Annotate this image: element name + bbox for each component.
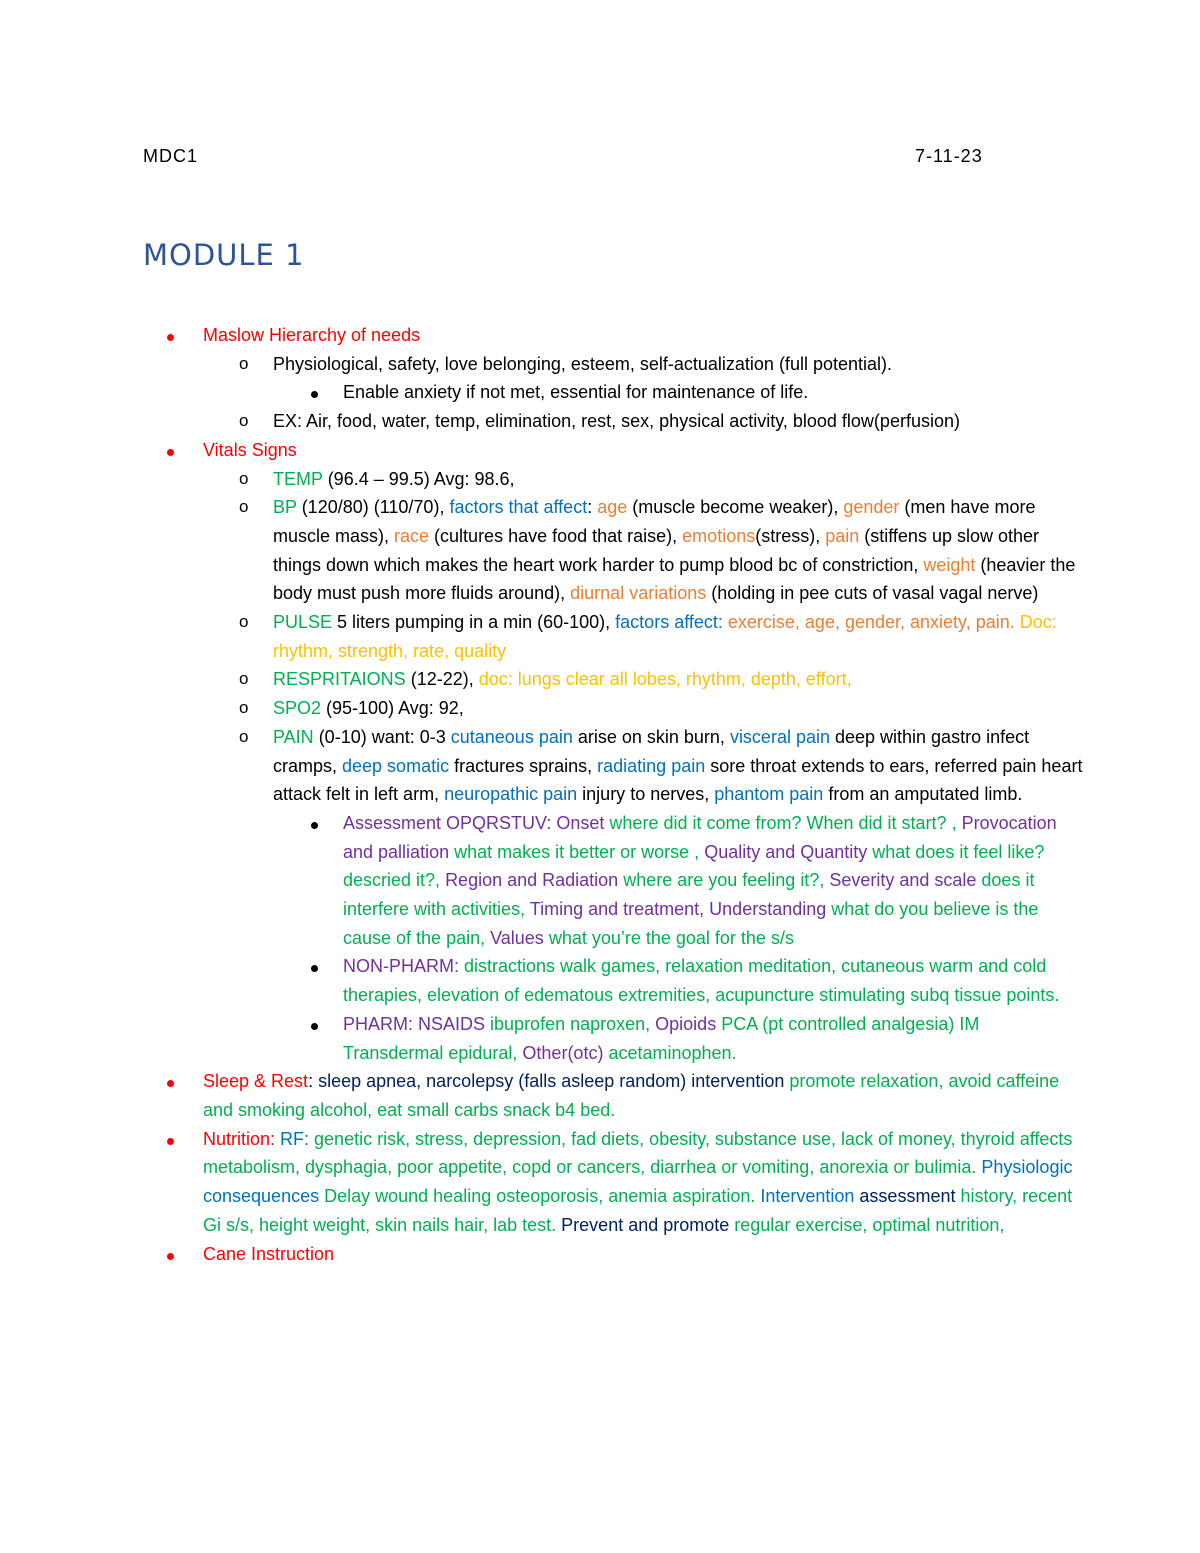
pain-label: PAIN bbox=[273, 726, 314, 747]
assessment-region: Region and Radiation bbox=[445, 870, 619, 891]
bp-emotions: emotions bbox=[682, 525, 756, 546]
nutrition-rf: RF: bbox=[275, 1128, 310, 1149]
bp-diurnal-desc: (holding in pee cuts of vasal vagal nerve) bbox=[706, 583, 1039, 604]
nutrition-assessment: assessment bbox=[854, 1186, 956, 1207]
assessment-label: Assessment OPQRSTUV: bbox=[343, 812, 557, 833]
course-code: MDC1 bbox=[143, 146, 199, 166]
bp-diurnal: diurnal variations bbox=[570, 583, 707, 604]
resp-doc: doc: lungs clear all lobes, rhythm, depth, effort, bbox=[478, 669, 852, 690]
assessment-understanding: Understanding bbox=[704, 899, 827, 920]
bp-pain: pain bbox=[825, 525, 860, 546]
pain-neuropathic: neuropathic pain bbox=[444, 784, 578, 805]
temp-label: TEMP bbox=[273, 468, 323, 489]
resp-text: (12-22), bbox=[405, 669, 479, 690]
list-item-nutrition bbox=[143, 1125, 1083, 1240]
nutrition-assessment-text: history, recent Gi s/s, height weight, skin nails hair, lab test. bbox=[203, 1186, 1073, 1235]
page-title: MODULE 1 bbox=[143, 238, 305, 272]
bullet-icon bbox=[311, 378, 318, 407]
circle-bullet-icon: o bbox=[239, 726, 249, 746]
pain-radiating: radiating pain bbox=[597, 755, 706, 776]
list-item-maslow bbox=[143, 321, 1083, 350]
assessment-onset: Onset bbox=[556, 812, 605, 833]
pain-scale: (0-10) want: 0-3 bbox=[313, 726, 451, 747]
nutrition-prevent: Prevent and promote bbox=[561, 1214, 730, 1235]
list-item-sleep bbox=[143, 1067, 1083, 1124]
list-item-cane bbox=[143, 1240, 1083, 1269]
nutrition-physio: Physiologic consequences bbox=[203, 1157, 1073, 1207]
list-item-spo2 bbox=[143, 694, 1083, 723]
list-item-pharm bbox=[143, 1010, 1083, 1067]
pharm-nsaids: ibuprofen naproxen, bbox=[485, 1013, 656, 1034]
nutrition-rf-text: genetic risk, stress, depression, fad diets, obesity, substance use, lack of money, thyroid affects metabolism, dysphagia, poor appetite, copd or cancers, diarrhea or vomiting, anorexia or bulimia. bbox=[203, 1128, 1073, 1178]
bp-pain-desc: (stiffens up slow other things down which makes the heart work harder to pump blood bc of constriction, bbox=[273, 525, 1040, 575]
nutrition-intervention: Intervention bbox=[760, 1186, 855, 1207]
bp-age: age bbox=[597, 497, 628, 518]
pulse-factors-label: factors affect: bbox=[615, 612, 723, 633]
pulse-text: 5 liters pumping in a min (60-100), bbox=[332, 612, 616, 633]
resp-label: RESPRITAIONS bbox=[273, 669, 406, 690]
bp-colon: : bbox=[587, 497, 598, 518]
assessment-quality: Quality and Quantity bbox=[704, 841, 868, 862]
bp-age-desc: (muscle become weaker), bbox=[627, 497, 844, 518]
pain-deep-somatic: deep somatic bbox=[342, 755, 450, 776]
bp-label: BP bbox=[273, 497, 297, 518]
bullet-icon bbox=[167, 1125, 174, 1154]
pain-phantom: phantom pain bbox=[714, 784, 824, 805]
bp-weight-desc: (heavier the body must push more fluids around), bbox=[273, 554, 1076, 604]
bullet-icon bbox=[311, 952, 318, 981]
bp-gender: gender bbox=[843, 497, 900, 518]
assessment-provocation-desc: what makes it better or worse , bbox=[449, 841, 705, 862]
spo2-text: (95-100) Avg: 92, bbox=[321, 698, 464, 719]
bp-range: (120/80) (110/70), bbox=[296, 497, 450, 518]
assessment-values: Values bbox=[490, 927, 544, 948]
list-item-pulse bbox=[143, 608, 1083, 665]
bullet-icon bbox=[311, 1010, 318, 1039]
pain-cutaneous: cutaneous pain bbox=[450, 726, 573, 747]
pulse-doc: Doc: rhythm, strength, rate, quality bbox=[273, 612, 1057, 661]
pain-radiating-desc: sore throat extends to ears, referred pain heart attack felt in left arm, bbox=[273, 755, 1083, 805]
list-item-pain bbox=[143, 723, 1083, 809]
nonpharm-label: NON-PHARM: bbox=[343, 956, 459, 977]
assessment-quality-desc: what does it feel like? descried it?, bbox=[343, 841, 1045, 891]
bp-weight: weight bbox=[923, 554, 976, 575]
maslow-needs: Physiological, safety, love belonging, esteem, self-actualization (full potential). bbox=[273, 353, 892, 374]
pain-visceral: visceral pain bbox=[729, 726, 830, 747]
bullet-icon bbox=[311, 809, 318, 838]
assessment-severity: Severity and scale bbox=[829, 870, 977, 891]
maslow-heading: Maslow Hierarchy of needs bbox=[203, 325, 421, 345]
pharm-other-desc: acetaminophen. bbox=[603, 1042, 737, 1063]
sleep-promote: promote relaxation, avoid caffeine and smoking alcohol, eat small carbs snack b4 bed. bbox=[203, 1071, 1060, 1120]
pharm-opioids-desc: PCA (pt controlled analgesia) IM Transdermal epidural, bbox=[343, 1013, 980, 1063]
list-item-temp bbox=[143, 465, 1083, 494]
list-item-nonpharm bbox=[143, 952, 1083, 1009]
list-item-bp bbox=[143, 493, 1083, 608]
bp-emotions-desc: (stress), bbox=[755, 525, 826, 546]
nonpharm-text: distractions walk games, relaxation meditation, cutaneous warm and cold therapies, elevation of edematous extremities, acupuncture stimulating subq tissue points. bbox=[343, 956, 1060, 1006]
circle-bullet-icon: o bbox=[239, 669, 249, 689]
circle-bullet-icon: o bbox=[239, 497, 249, 517]
list-item-maslow-note bbox=[143, 378, 1083, 407]
pulse-factors: exercise, age, gender, anxiety, pain. bbox=[722, 612, 1015, 633]
pain-phantom-desc: from an amputated limb. bbox=[823, 784, 1023, 805]
circle-bullet-icon: o bbox=[239, 411, 249, 431]
bullet-icon bbox=[167, 321, 174, 350]
pain-visceral-desc: deep within gastro infect cramps, bbox=[273, 726, 1030, 776]
sleep-colon: : bbox=[308, 1071, 319, 1092]
bp-race: race bbox=[394, 525, 430, 546]
header-date: 7-11-23 bbox=[915, 146, 983, 166]
bp-factors-label: factors that affect bbox=[449, 497, 588, 518]
assessment-timing: Timing and treatment, bbox=[529, 899, 705, 920]
notes-list bbox=[143, 321, 1083, 1268]
bp-gender-desc: (men have more muscle mass), bbox=[273, 497, 1036, 546]
assessment-understanding-desc: what do you believe is the cause of the pain, bbox=[343, 899, 1039, 948]
bullet-icon bbox=[167, 1240, 174, 1269]
vitals-heading: Vitals Signs bbox=[203, 439, 297, 460]
cane-heading: Cane Instruction bbox=[203, 1243, 335, 1264]
bullet-icon bbox=[167, 1067, 174, 1096]
pharm-label: PHARM: NSAIDS bbox=[343, 1013, 486, 1034]
nutrition-physio-text: Delay wound healing osteoporosis, anemia aspiration. bbox=[319, 1186, 761, 1207]
spo2-label: SPO2 bbox=[273, 698, 322, 719]
pain-neuropathic-desc: injury to nerves, bbox=[577, 784, 715, 805]
temp-text: (96.4 – 99.5) Avg: 98.6, bbox=[322, 468, 515, 489]
bp-race-desc: (cultures have food that raise), bbox=[429, 525, 683, 546]
list-item-assessment bbox=[143, 809, 1083, 953]
sleep-heading: Sleep & Rest bbox=[203, 1071, 309, 1092]
assessment-region-desc: where are you feeling it?, bbox=[618, 870, 830, 891]
assessment-severity-desc: does it interfere with activities, bbox=[343, 870, 1035, 920]
circle-bullet-icon: o bbox=[239, 468, 249, 488]
sleep-text: sleep apnea, narcolepsy (falls asleep random) intervention bbox=[318, 1071, 785, 1092]
maslow-examples: EX: Air, food, water, temp, elimination, rest, sex, physical activity, blood flow(perfusion) bbox=[273, 411, 960, 432]
circle-bullet-icon: o bbox=[239, 698, 249, 718]
list-item-maslow-examples bbox=[143, 407, 1083, 436]
circle-bullet-icon: o bbox=[239, 353, 249, 373]
list-item-vitals bbox=[143, 436, 1083, 465]
pain-deep-somatic-desc: fractures sprains, bbox=[449, 755, 598, 776]
list-item-respirations bbox=[143, 665, 1083, 694]
assessment-provocation: Provocation and palliation bbox=[343, 812, 1057, 862]
pulse-label: PULSE bbox=[273, 612, 333, 633]
maslow-note: Enable anxiety if not met, essential for maintenance of life. bbox=[343, 382, 809, 403]
assessment-onset-desc: where did it come from? When did it start? , bbox=[604, 812, 962, 833]
bullet-icon bbox=[167, 436, 174, 465]
list-item-maslow-needs bbox=[143, 350, 1083, 379]
nutrition-heading: Nutrition: bbox=[203, 1128, 276, 1149]
assessment-values-desc: what you’re the goal for the s/s bbox=[543, 927, 794, 948]
pharm-opioids: Opioids bbox=[655, 1013, 717, 1034]
circle-bullet-icon: o bbox=[239, 612, 249, 632]
pain-cutaneous-desc: arise on skin burn, bbox=[572, 726, 730, 747]
nutrition-prevent-text: regular exercise, optimal nutrition, bbox=[729, 1214, 1005, 1235]
pharm-other: Other(otc) bbox=[522, 1042, 604, 1063]
